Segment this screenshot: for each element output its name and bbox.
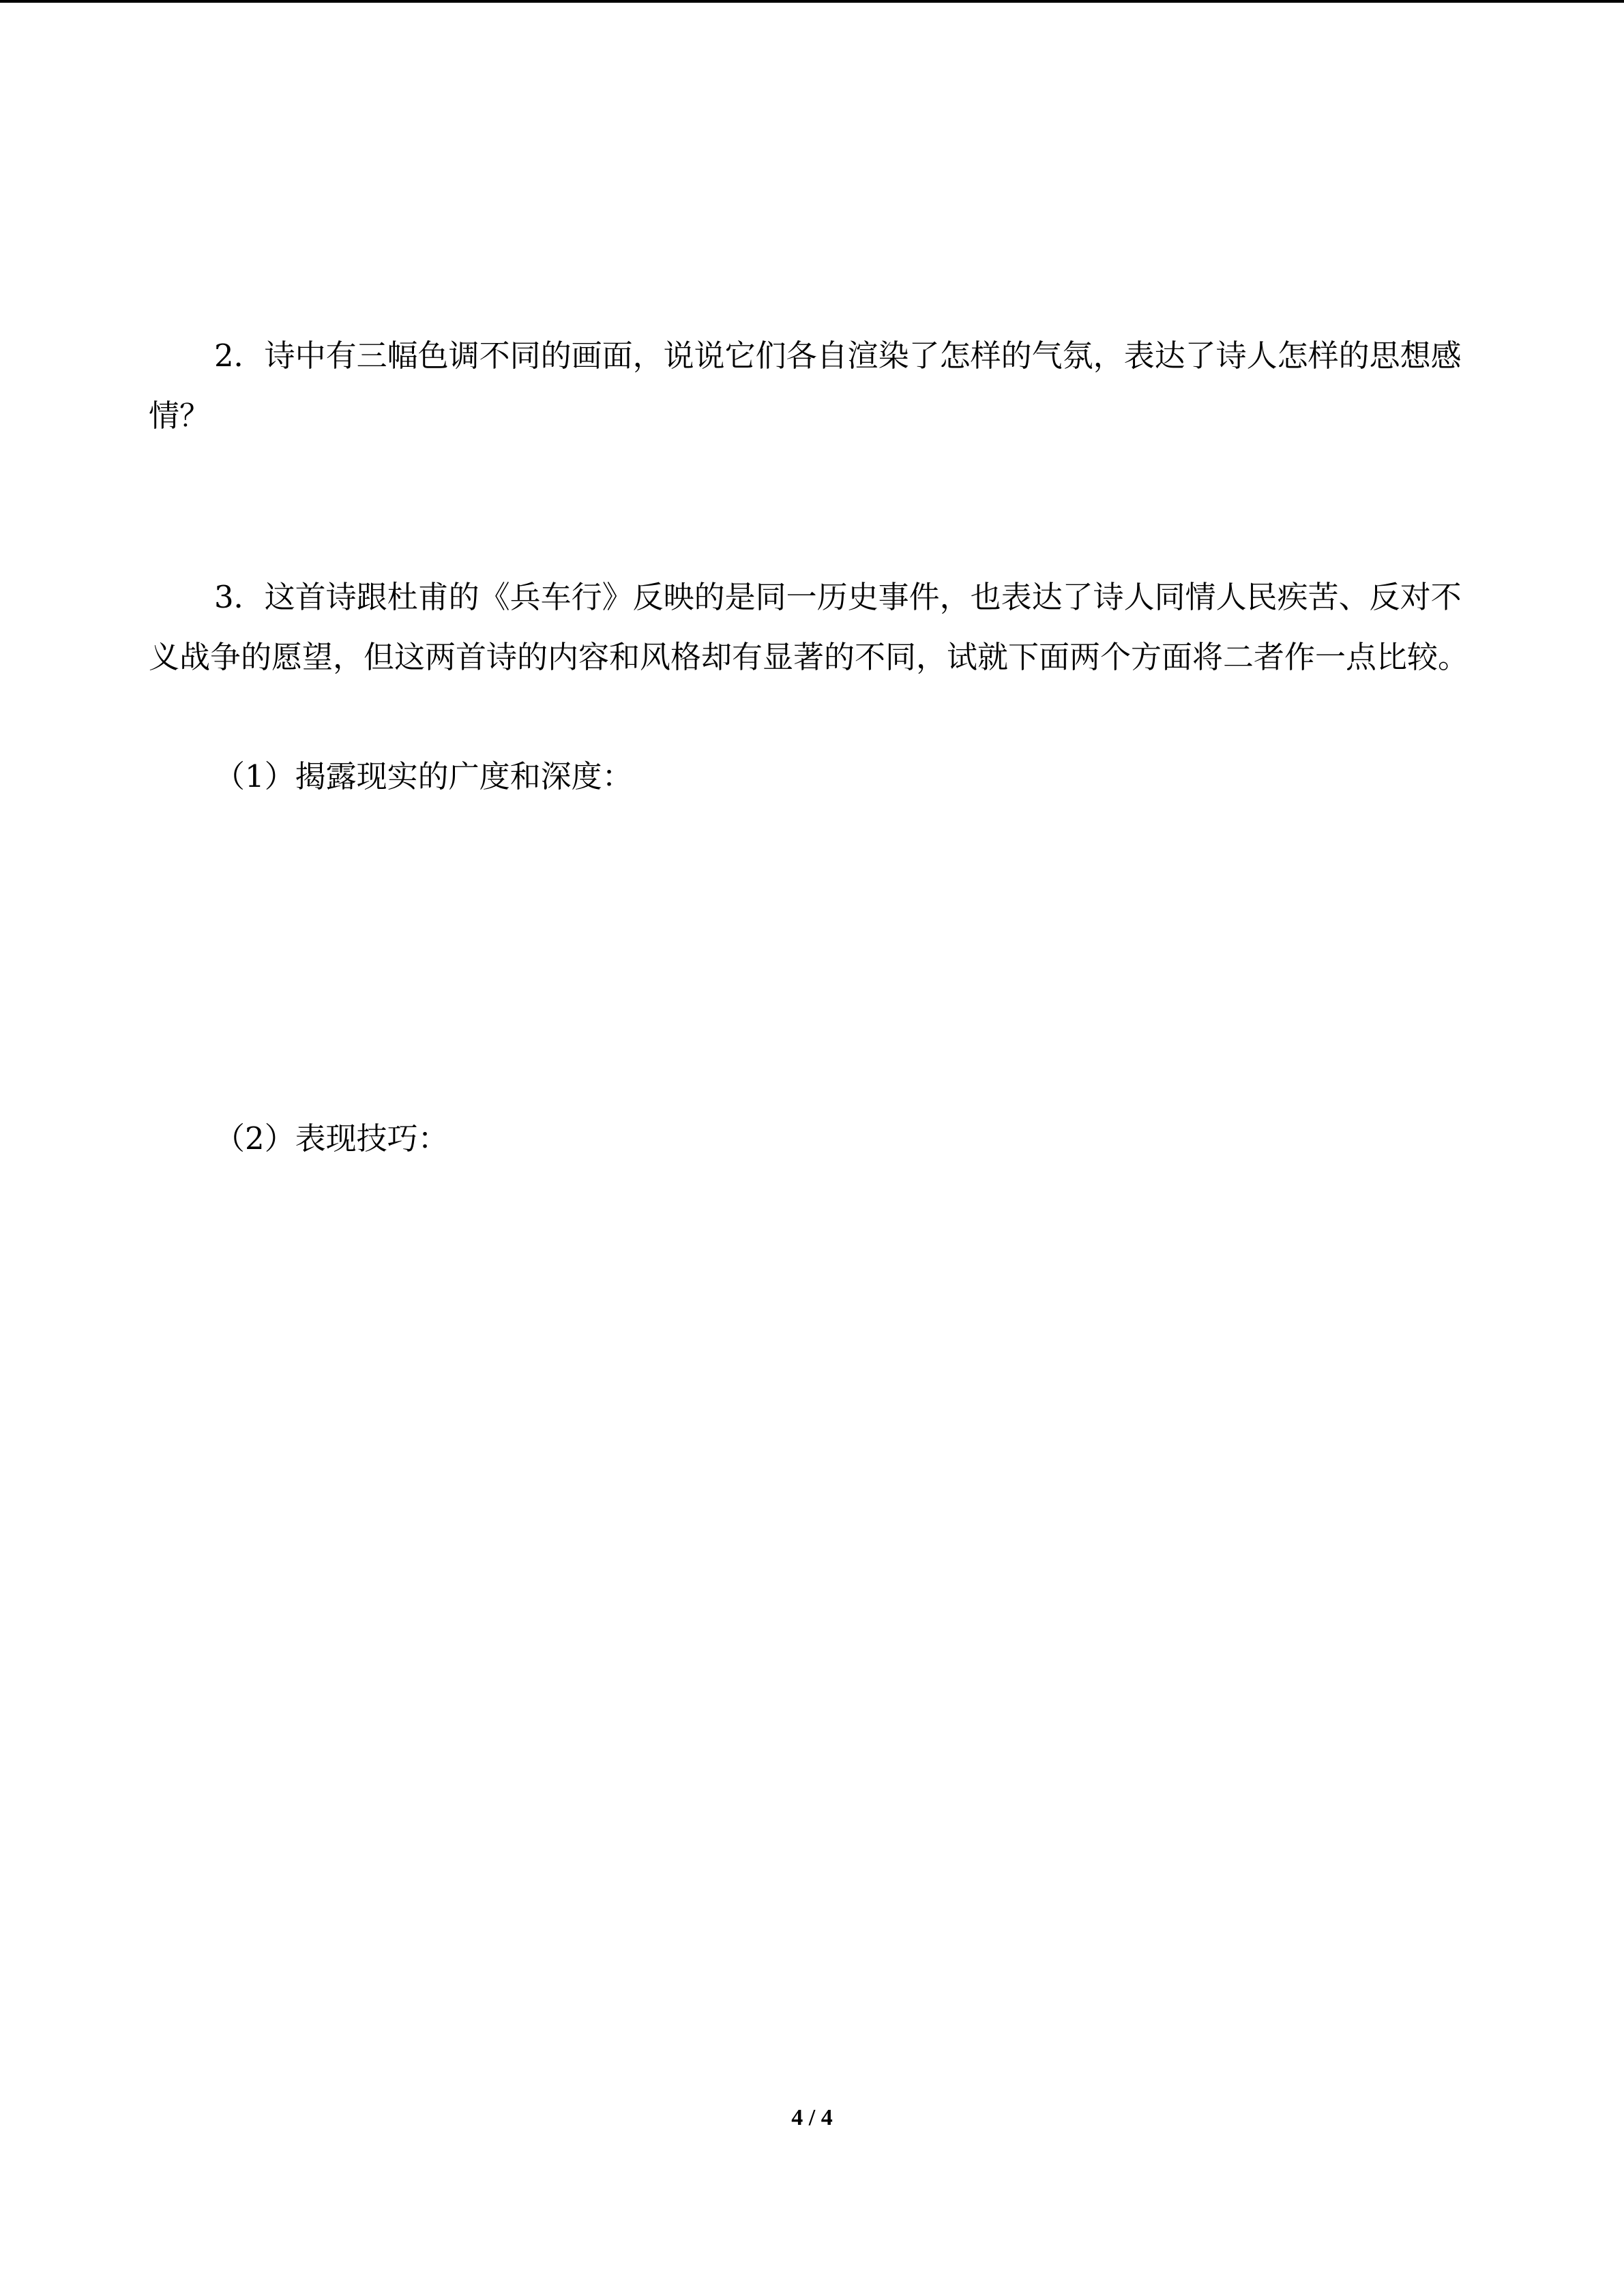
- question-3-text: 3．这首诗跟杜甫的《兵车行》反映的是同一历史事件，也表达了诗人同情人民疾苦、反对不义战争的愿望，但这两首诗的内容和风格却有显著的不同，试就下面两个方面将二者作一点比较。: [149, 579, 1469, 675]
- question-3-sub-item-2: （2）表现技巧：: [214, 1120, 449, 1157]
- top-border: [0, 0, 1624, 3]
- question-3: [149, 567, 1479, 687]
- question-3-sub-item-1: （1）揭露现实的广度和深度：: [214, 758, 633, 794]
- question-2: [149, 326, 1479, 446]
- page-number: 4 / 4: [791, 2105, 833, 2130]
- question-2-text: 2．诗中有三幅色调不同的画面，说说它们各自渲染了怎样的气氛，表达了诗人怎样的思想感情？: [149, 338, 1462, 434]
